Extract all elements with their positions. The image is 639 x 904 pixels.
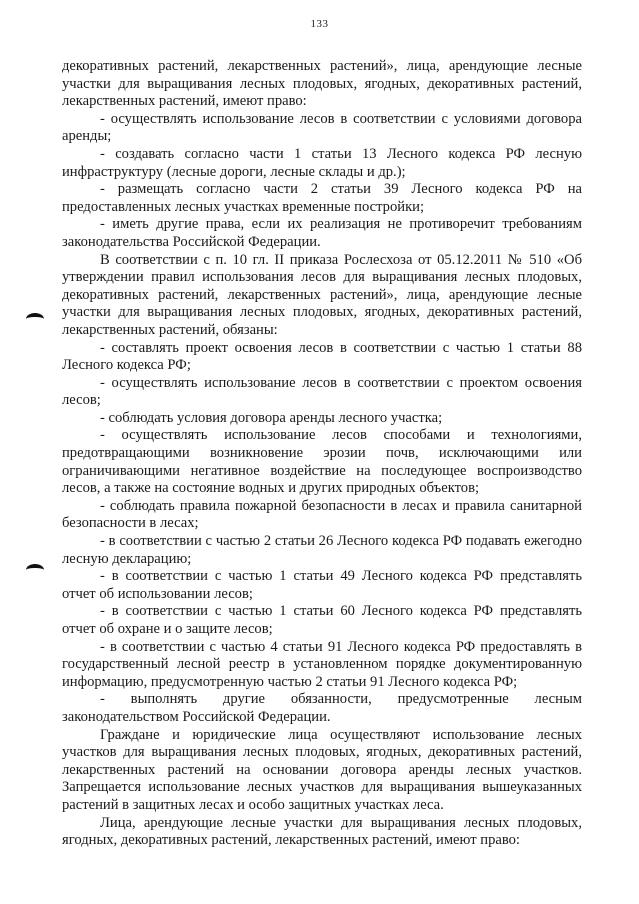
binding-hole-mark [26,564,44,576]
paragraph: Лица, арендующие лесные участки для выращивания лесных плодовых, ягодных, декоративных растений, лекарственных растений, имеют право: [62,814,582,849]
paragraph: - составлять проект освоения лесов в соответствии с частью 1 статьи 88 Лесного кодекса РФ; [62,339,582,374]
document-body [62,58,582,850]
paragraph: - в соответствии с частью 1 статьи 60 Лесного кодекса РФ представлять отчет об охране и о защите лесов; [62,603,582,637]
paragraph: - выполнять другие обязанности, предусмотренные лесным законодательством Российской Федерации. [62,691,582,725]
paragraph: - соблюдать правила пожарной безопасности в лесах и правила санитарной безопасности в лесах; [62,497,582,532]
paragraph: - осуществлять использование лесов в соответствии с проектом освоения лесов; [62,374,582,409]
paragraph: - размещать согласно части 2 статьи 39 Лесного кодекса РФ на предоставленных лесных участках временные постройки; [62,181,582,215]
paragraph: - иметь другие права, если их реализация не противоречит требованиям законодательства Российской Федерации. [62,216,582,250]
paragraph: Граждане и юридические лица осуществляют использование лесных участков для выращивания лесных плодовых, ягодных, декоративных растений, лекарственных растений на основании договора аренды лесных участков. Запрещается использование лесных участков для выращивания вышеуказанных растений в защитных лесах и особо защитных участках леса. [62,726,582,813]
binding-hole-mark [26,313,44,325]
paragraph: - в соответствии с частью 1 статьи 49 Лесного кодекса РФ представлять отчет об использовании лесов; [62,568,582,602]
page-number: 133 [310,18,329,30]
paragraph: - в соответствии с частью 2 статьи 26 Лесного кодекса РФ подавать ежегодно лесную декларацию; [62,533,582,567]
paragraph: - осуществлять использование лесов способами и технологиями, предотвращающими возникновение эрозии почв, исключающими или ограничивающими негативное воздействие на последующее воспроизводство лесов, а также на состояние водных и других природных объектов; [62,427,582,497]
paragraph: - в соответствии с частью 4 статьи 91 Лесного кодекса РФ предоставлять в государственный лесной реестр в установленном порядке документированную информацию, предусмотренную частью 2 статьи 91 Лесного кодекса РФ; [62,638,582,690]
paragraph: - создавать согласно части 1 статьи 13 Лесного кодекса РФ лесную инфраструктуру (лесные дороги, лесные склады и др.); [62,145,582,180]
paragraph: декоративных растений, лекарственных растений», лица, арендующие лесные участки для выращивания лесных плодовых, ягодных, декоративных растений, лекарственных растений, имеют право: [62,58,582,110]
paragraph: В соответствии с п. 10 гл. II приказа Рослесхоза от 05.12.2011 № 510 «Об утверждении правил использования лесов для выращивания лесных плодовых, декоративных растений, лекарственных растений», лица, арендующие лесные участки для выращивания лесных плодовых, ягодных, декоративных растений, лекарственных растений, обязаны: [62,251,582,338]
paragraph: - соблюдать условия договора аренды лесного участка; [100,409,443,426]
paragraph: - осуществлять использование лесов в соответствии с условиями договора аренды; [62,110,582,145]
